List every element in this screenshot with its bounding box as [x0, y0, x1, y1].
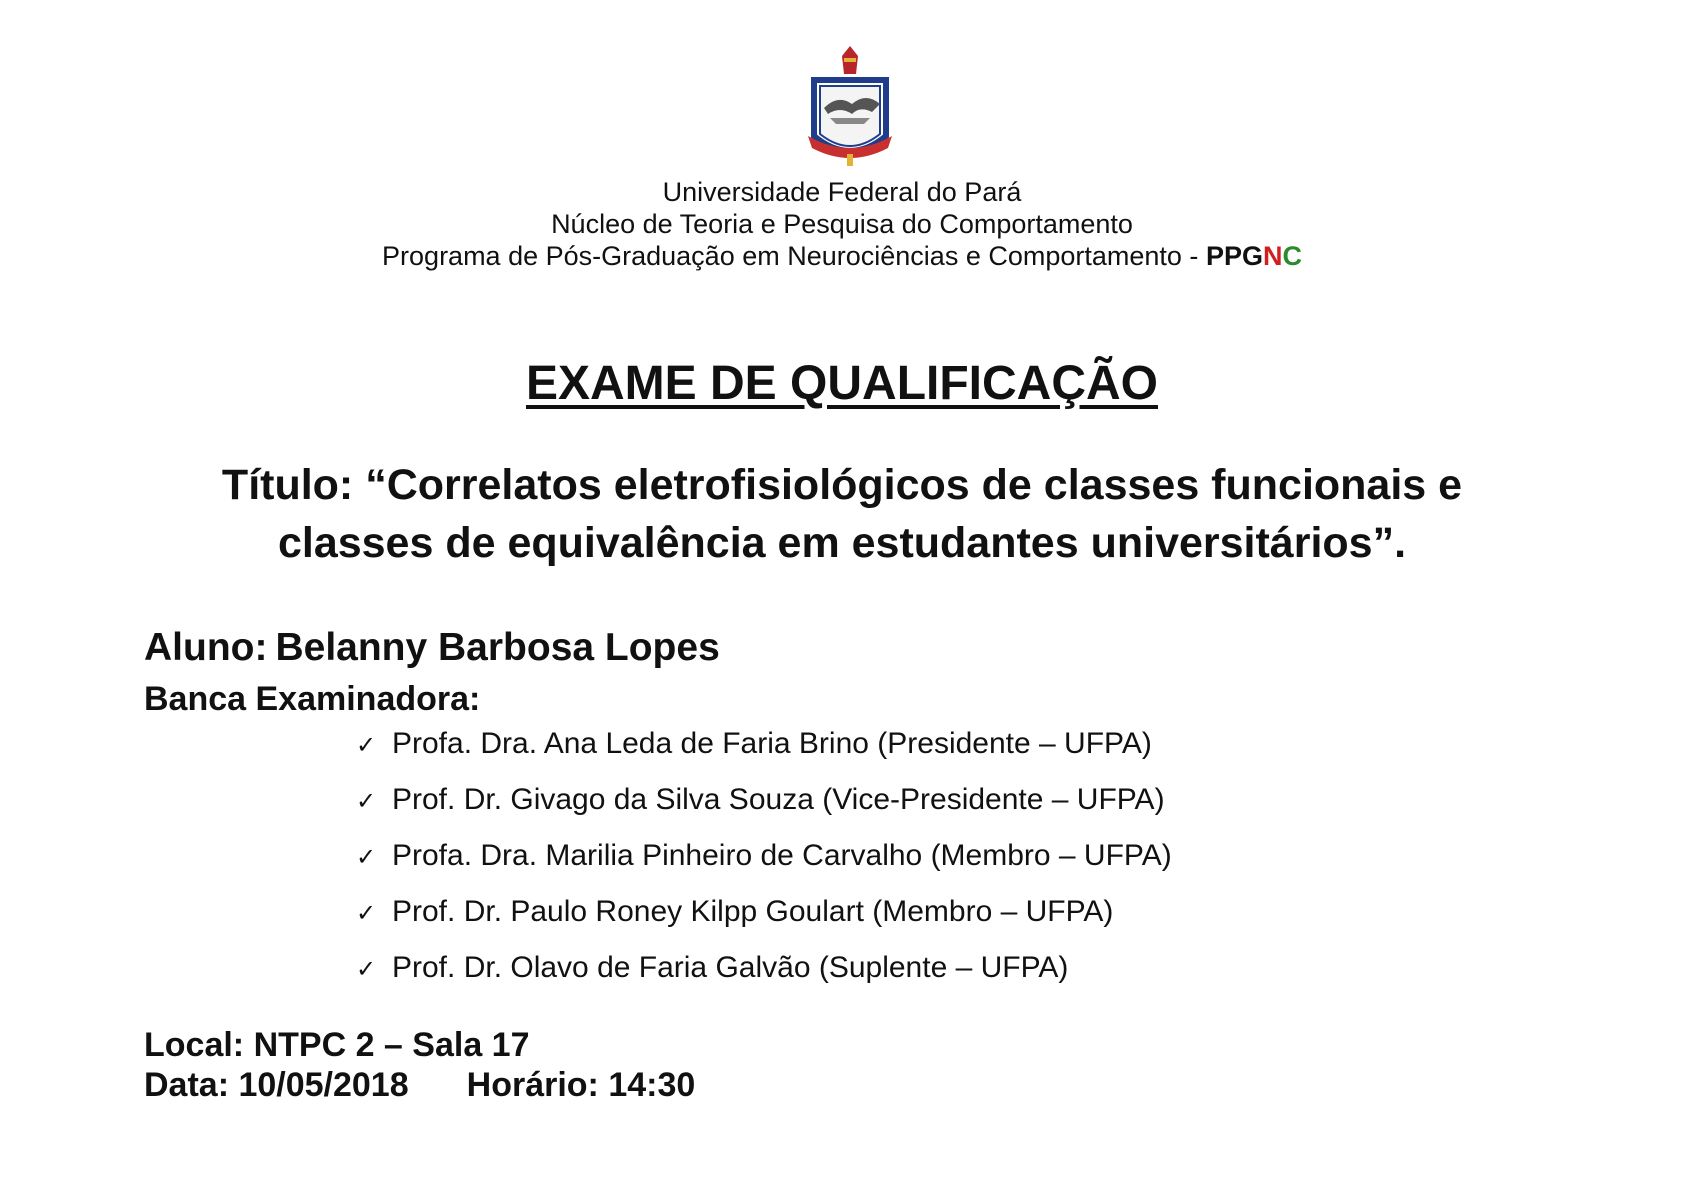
check-icon: ✓ — [356, 843, 377, 871]
university-seal-icon — [800, 44, 900, 168]
check-icon: ✓ — [356, 731, 377, 759]
member-name: Prof. Dr. Paulo Roney Kilpp Goulart (Membro – UFPA) — [392, 895, 1114, 928]
program-text: Programa de Pós-Graduação em Neurociências e Comportamento - — [382, 241, 1199, 271]
list-item — [356, 724, 1172, 780]
member-name: Profa. Dra. Marilia Pinheiro de Carvalho (Membro – UFPA) — [392, 839, 1172, 872]
exam-date-time — [144, 1066, 695, 1105]
exam-title: EXAME DE QUALIFICAÇÃO — [525, 357, 1158, 410]
program-acronym — [1206, 241, 1302, 271]
thesis-title-line-1: Título: “Correlatos eletrofisiológicos de classes funcionais e — [221, 461, 1463, 509]
check-icon: ✓ — [356, 955, 377, 983]
exam-location: Local: NTPC 2 – Sala 17 — [144, 1026, 530, 1064]
board-members-list — [356, 724, 1172, 1004]
check-icon: ✓ — [356, 899, 377, 927]
institution-header — [0, 176, 1684, 272]
student-label: Aluno: — [144, 626, 268, 669]
program-name — [0, 240, 1684, 272]
acronym-ppg: PPG — [1205, 241, 1263, 271]
member-name: Profa. Dra. Ana Leda de Faria Brino (Presidente – UFPA) — [392, 727, 1152, 760]
exam-time: Horário: 14:30 — [466, 1066, 696, 1104]
acronym-n: N — [1262, 241, 1283, 271]
list-item — [356, 948, 1172, 1004]
list-item — [356, 780, 1172, 836]
nucleus-name: Núcleo de Teoria e Pesquisa do Comportamento — [551, 209, 1133, 239]
student-name: Belanny Barbosa Lopes — [275, 626, 720, 669]
list-item — [356, 892, 1172, 948]
thesis-title-line-2: classes de equivalência em estudantes universitários”. — [277, 519, 1407, 567]
thesis-title — [120, 456, 1564, 572]
exam-date: Data: 10/05/2018 — [144, 1066, 409, 1104]
board-label: Banca Examinadora: — [144, 680, 481, 718]
university-name: Universidade Federal do Pará — [662, 177, 1022, 207]
member-name: Prof. Dr. Givago da Silva Souza (Vice-Presidente – UFPA) — [392, 783, 1165, 816]
student — [144, 626, 720, 670]
list-item — [356, 836, 1172, 892]
acronym-c: C — [1282, 241, 1302, 271]
check-icon: ✓ — [356, 787, 377, 815]
member-name: Prof. Dr. Olavo de Faria Galvão (Suplente – UFPA) — [392, 951, 1069, 984]
